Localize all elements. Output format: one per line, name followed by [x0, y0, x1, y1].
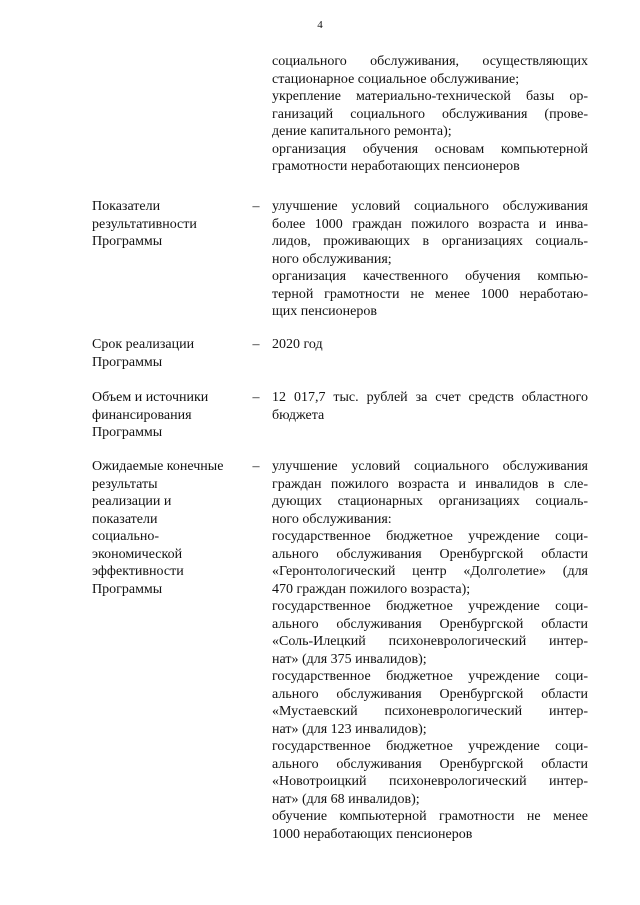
row-dash: –	[252, 337, 260, 352]
text-line: 2020 год	[272, 337, 323, 352]
label-line: Срок реализации	[92, 337, 195, 352]
text-line: обучение компьютерной грамотности не менее	[272, 809, 588, 824]
text-line: государственное бюджетное учреждение соци-	[272, 529, 588, 544]
text-line: дение капитального ремонта);	[272, 124, 452, 139]
text-line: «Соль-Илецкий психоневрологический интер-	[272, 634, 588, 649]
text-line: ального обслуживания Оренбургской области	[272, 616, 588, 632]
row-label	[92, 458, 250, 598]
text-line: грамотности неработающих пенсионеров	[272, 159, 520, 174]
label-line: показатели	[92, 511, 158, 527]
label-line: Программы	[92, 425, 163, 440]
text-line: укрепление материально-технической базы ор-	[272, 89, 588, 104]
text-line: ного обслуживания:	[272, 511, 392, 527]
label-line: реализации и	[92, 494, 172, 509]
text-line: «Новотроицкий психоневрологический интер-	[272, 774, 588, 789]
text-line: улучшение условий социального обслуживания	[272, 459, 588, 474]
text-line: улучшение условий социального обслуживания	[272, 199, 588, 214]
label-line: Ожидаемые конечные	[92, 459, 224, 474]
text-line: щих пенсионеров	[272, 304, 377, 319]
row-dash: –	[252, 459, 260, 474]
text-line: дующих стационарных организациях социаль-	[272, 494, 588, 509]
label-line: Программы	[92, 581, 163, 597]
text-line: ного обслуживания;	[272, 251, 392, 267]
text-line: 12 017,7 тыс. рублей за счет средств областного	[272, 390, 588, 405]
row-label	[92, 198, 250, 251]
text-line: бюджета	[272, 407, 325, 423]
text-line: нат» (для 68 инвалидов);	[272, 791, 420, 807]
row-dash: –	[252, 390, 260, 405]
label-line: социально-	[92, 529, 160, 544]
text-line: государственное бюджетное учреждение соци-	[272, 669, 588, 684]
text-line: «Геронтологический центр «Долголетие» (для	[272, 564, 588, 579]
page-number: 4	[317, 19, 323, 31]
text-line: государственное бюджетное учреждение соци-	[272, 739, 588, 754]
row-content	[272, 336, 588, 354]
label-line: финансирования	[92, 407, 192, 423]
label-line: Объем и источники	[92, 390, 209, 405]
text-line: социального обслуживания, осуществляющих	[272, 54, 588, 69]
text-line: 1000 неработающих пенсионеров	[272, 826, 473, 842]
text-line: ального обслуживания Оренбургской области	[272, 546, 588, 562]
text-line: нат» (для 123 инвалидов);	[272, 721, 427, 737]
label-line: Программы	[92, 234, 163, 249]
text-line: «Мустаевский психоневрологический интер-	[272, 704, 588, 719]
text-line: ального обслуживания Оренбургской области	[272, 686, 588, 702]
text-line: лидов, проживающих в организациях социаль-	[272, 234, 588, 249]
label-line: эффективности	[92, 564, 184, 579]
row-content	[272, 198, 588, 321]
text-line: граждан пожилого возраста и инвалидов в сле-	[272, 476, 588, 492]
text-line: 470 граждан пожилого возраста);	[272, 581, 471, 597]
label-line: результаты	[92, 476, 158, 492]
text-line: нат» (для 375 инвалидов);	[272, 651, 427, 667]
text-line: организация обучения основам компьютерной	[272, 141, 588, 157]
text-line: организация качественного обучения компью-	[272, 269, 588, 284]
text-line: более 1000 граждан пожилого возраста и инва-	[272, 216, 588, 232]
row-content	[272, 458, 588, 843]
label-line: Показатели	[92, 199, 161, 214]
label-line: результативности	[92, 216, 197, 232]
text-line: ганизаций социального обслуживания (прове-	[272, 106, 588, 122]
row-label	[92, 389, 250, 442]
text-line: государственное бюджетное учреждение соци-	[272, 599, 588, 614]
row-dash: –	[252, 199, 260, 214]
label-line: Программы	[92, 354, 163, 370]
row-content	[272, 389, 588, 424]
text-line: терной грамотности не менее 1000 неработаю-	[272, 286, 588, 302]
text-line: стационарное социальное обслуживание;	[272, 71, 520, 87]
continuation-text	[272, 53, 588, 176]
text-line: ального обслуживания Оренбургской области	[272, 756, 588, 772]
label-line: экономической	[92, 546, 183, 562]
row-label	[92, 336, 250, 371]
